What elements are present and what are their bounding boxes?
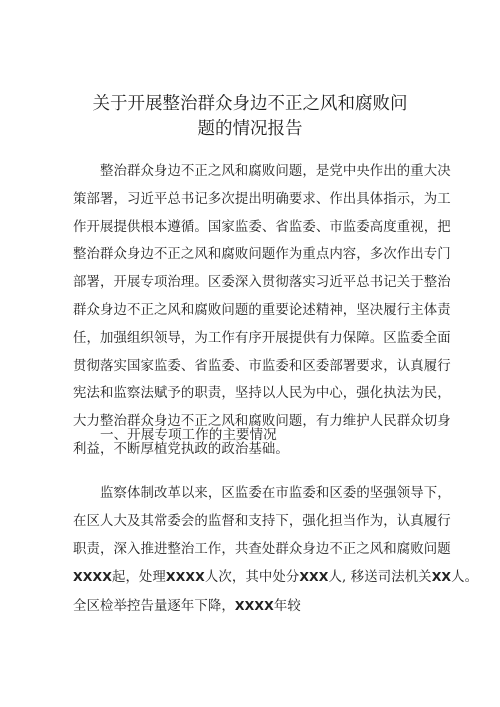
paragraph-line: 策部署，习近平总书记多次提出明确要求、作出具体指示，为工 <box>73 191 451 207</box>
title-line-2: 题的情况报告 <box>197 119 303 139</box>
text-run: 人次，其中处分 <box>204 570 300 586</box>
intro-paragraph <box>73 158 451 464</box>
paragraph-line: 贯彻落实国家监委、省监委、市监委和区委部署要求，认真履行 <box>73 358 451 374</box>
paragraph-line: 监察体制改革以来，区监委在市监委和区委的坚强领导下， <box>100 486 451 501</box>
text-run: 年较 <box>273 599 301 615</box>
redacted-year: XXXX <box>234 598 274 614</box>
text-run: 起，处理 <box>111 570 166 586</box>
text-run: 全区检举控告量逐年下降， <box>73 599 235 615</box>
paragraph-line <box>73 592 430 621</box>
paragraph-line: 整治群众身边不正之风和腐败问题作为重点内容，多次作出专门 <box>73 247 451 263</box>
redacted-count: XX <box>431 569 452 585</box>
text-run: 人。 <box>451 570 479 586</box>
paragraph-line: 部署，开展专项治理。区委深入贯彻落实习近平总书记关于整治 <box>73 275 451 291</box>
section-heading: 一、开展专项工作的主要情况 <box>100 427 277 443</box>
paragraph-line: 作开展提供根本遵循。国家监委、省监委、市监委高度重视，把 <box>73 219 451 235</box>
paragraph-line <box>73 563 479 592</box>
paragraph-line: 大力整治群众身边不正之风和腐败问题，有力维护人民群众切身 <box>73 414 451 430</box>
redacted-count: XXXX <box>165 569 205 585</box>
paragraph-line: 群众身边不正之风和腐败问题的重要论述精神，坚决履行主体责 <box>73 302 451 318</box>
document-title <box>60 92 440 142</box>
paragraph-line: 宪法和监察法赋予的职责，坚持以人民为中心，强化执法为民， <box>73 386 451 402</box>
paragraph-line: 利益，不断厚植党执政的政治基础。 <box>73 441 289 457</box>
paragraph-line: 在区人大及其常委会的监督和支持下，强化担当作为，认真履行 <box>73 513 451 529</box>
paragraph-line: 职责，深入推进整治工作，共查处群众身边不正之风和腐败问题 <box>73 541 451 557</box>
paragraph-line: 任，加强组织领导，为工作有序开展提供有力保障。区监委全面 <box>73 330 451 346</box>
redacted-count: XXX <box>299 569 329 585</box>
title-line-1: 关于开展整治群众身边不正之风和腐败问 <box>92 94 408 114</box>
redacted-count: XXXX <box>73 569 112 585</box>
text-run: 人, 移送司法机关 <box>328 570 432 586</box>
section1-paragraph <box>73 480 479 621</box>
paragraph-line: 整治群众身边不正之风和腐败问题，是党中央作出的重大决 <box>100 164 451 179</box>
